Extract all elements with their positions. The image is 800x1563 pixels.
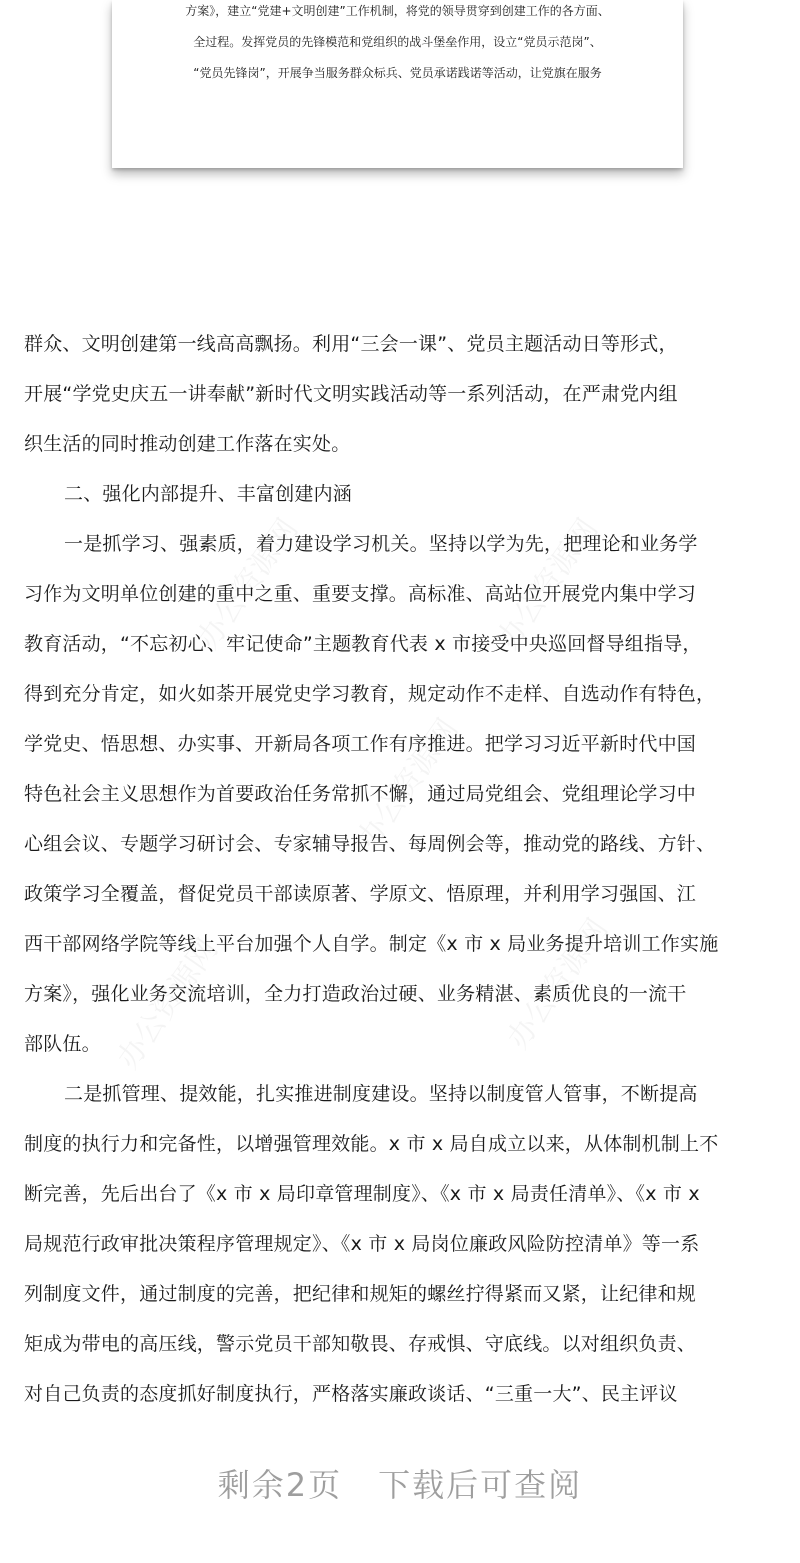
card-line: 方案》，建立“党建+文明创建”工作机制，将党的领导贯穿到创建工作的各方面、 <box>185 4 610 18</box>
body-line: 一是抓学习、强素质，着力建设学习机关。坚持以学为先，把理论和业务学 <box>64 533 698 555</box>
body-line: 心组会议、专题学习研讨会、专家辅导报告、每周例会等，推动党的路线、方针、 <box>24 833 716 855</box>
body-line: 部队伍。 <box>24 1033 101 1055</box>
body-line: 织生活的同时推动创建工作落在实处。 <box>24 433 351 455</box>
body-line: 开展“学党史庆五一讲奉献”新时代文明实践活动等一系列活动，在严肃党内组 <box>24 383 678 405</box>
body-line: 学党史、悟思想、办实事、开新局各项工作有序推进。把学习习近平新时代中国 <box>24 733 697 755</box>
body-line: 矩成为带电的高压线，警示党员干部知敬畏、存戒惧、守底线。以对组织负责、 <box>24 1333 697 1355</box>
body-line: 对自己负责的态度抓好制度执行，严格落实廉政谈话、“三重一大”、民主评议 <box>24 1383 678 1405</box>
document-body <box>24 325 784 1425</box>
body-line: 方案》，强化业务交流培训，全力打造政治过硬、业务精湛、素质优良的一流干 <box>24 983 687 1005</box>
body-line: 特色社会主义思想作为首要政治任务常抓不懈，通过局党组会、党组理论学习中 <box>24 783 697 805</box>
body-line: 制度的执行力和完备性，以增强管理效能。x 市 x 局自成立以来，从体制机制上不 <box>24 1133 719 1155</box>
body-line: 列制度文件，通过制度的完善，把纪律和规矩的螺丝拧得紧而又紧，让纪律和规 <box>24 1283 697 1305</box>
body-line: 断完善，先后出台了《x 市 x 局印章管理制度》、《x 市 x 局责任清单》、《x 市 x <box>24 1183 700 1205</box>
body-line: 教育活动，“不忘初心、牢记使命”主题教育代表 x 市接受中央巡回督导组指导， <box>24 633 702 655</box>
body-line: 习作为文明单位创建的重中之重、重要支撑。高标准、高站位开展党内集中学习 <box>24 583 697 605</box>
body-line: 政策学习全覆盖，督促党员干部读原著、学原文、悟原理，并利用学习强国、江 <box>24 883 697 905</box>
body-line: 得到充分肯定，如火如荼开展党史学习教育，规定动作不走样、自选动作有特色， <box>24 683 716 705</box>
body-line: 群众、文明创建第一线高高飘扬。利用“三会一课”、党员主题活动日等形式， <box>24 333 678 355</box>
body-line: 西干部网络学院等线上平台加强个人自学。制定《x 市 x 局业务提升培训工作实施 <box>24 933 719 955</box>
body-line: 局规范行政审批决策程序管理规定》、《x 市 x 局岗位廉政风险防控清单》等一系 <box>24 1233 700 1255</box>
section-heading: 二、强化内部提升、丰富创建内涵 <box>64 483 353 505</box>
card-line: “党员先锋岗”，开展争当服务群众标兵、党员承诺践诺等活动，让党旗在服务 <box>193 66 602 80</box>
card-line: 全过程。发挥党员的先锋模范和党组织的战斗堡垒作用，设立“党员示范岗”、 <box>193 35 602 49</box>
remaining-pages-text: 剩余2页 <box>217 1466 343 1504</box>
preview-card <box>112 0 683 168</box>
body-line: 二是抓管理、提效能，扎实推进制度建设。坚持以制度管人管事，不断提高 <box>64 1083 698 1105</box>
download-to-view-text: 下载后可查阅 <box>378 1466 583 1504</box>
download-prompt[interactable] <box>0 1460 800 1506</box>
